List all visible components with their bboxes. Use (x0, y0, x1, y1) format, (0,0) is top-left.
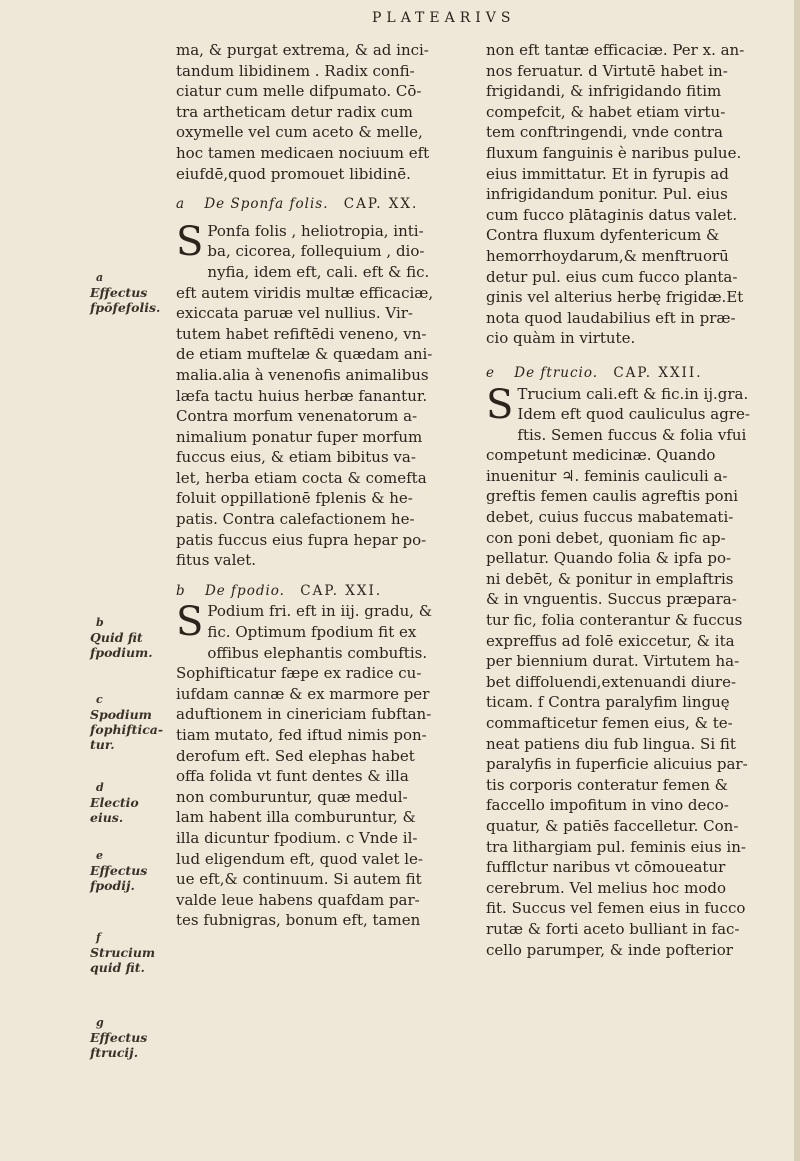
text-line: tis corporis conteratur femen & (486, 775, 729, 794)
text-line: ciatur cum melle difpumato. Cō- (176, 82, 422, 101)
margin-note (90, 692, 180, 752)
text-line: per biennium durat. Virtutem ha- (486, 652, 740, 671)
text-line: nota quod laudabilius eft in præ- (486, 308, 736, 327)
note-line: Quid fit (90, 630, 143, 645)
note-line: Effectus (90, 1030, 148, 1045)
text-line: tandum libidinem . Radix confi- (176, 61, 415, 80)
text-line: patis. Contra calefactionem he- (176, 510, 415, 529)
text-line: nimalium ponatur fuper morfum (176, 427, 423, 446)
text-line: cerebrum. Vel melius hoc modo (486, 878, 726, 897)
text-line: greftis femen caulis agreftis poni (486, 487, 739, 506)
text-line: neat patiens diu fub lingua. Si fit (486, 734, 736, 753)
text-line: rutæ & forti aceto bulliant in fac- (486, 919, 740, 938)
text-line: tiam mutato, fed iftud nimis pon- (176, 726, 427, 744)
heading-note-letter: b (176, 582, 186, 599)
note-letter: d (96, 781, 104, 794)
note-letter: e (96, 849, 103, 862)
text-line: ticam. f Contra paralyfim linguę (486, 693, 730, 712)
text-line: con poni debet, quoniam fic ap- (486, 528, 726, 547)
text-line: cio quàm in virtute. (486, 329, 636, 348)
text-line: frigidandi, & infrigidando fitim (486, 82, 722, 101)
note-line: Electio (90, 795, 139, 810)
text-line: lud eligendum eft, quod valet le- (176, 849, 423, 868)
text-line: Ponfa folis , heliotropia, inti- (207, 221, 424, 240)
text-line: tra artheticam detur radix cum (176, 102, 413, 121)
text-line: Podium fri. eft in iij. gradu, & (207, 602, 433, 621)
text-line: offibus elephantis combuftis. (207, 643, 428, 662)
text-line: competunt medicinæ. Quando (486, 446, 716, 465)
text-line: malia.alia à venenofis animalibus (176, 365, 429, 384)
margin-note (90, 615, 180, 660)
text-line: tur fic, folia conterantur & fuccus (486, 611, 743, 630)
note-letter: g (96, 1016, 104, 1029)
text-line: fufflctur naribus vt cōmoueatur (486, 858, 726, 877)
text-line: exiccata paruæ vel nullius. Vir- (176, 304, 413, 323)
text-line: tes fubnigras, bonum eft, tamen (176, 911, 421, 930)
text-line: nos feruatur. d Virtutē habet in- (486, 61, 728, 80)
margin-note (90, 848, 180, 893)
text-line: let, herba etiam cocta & comefta (176, 468, 427, 487)
text-line: hemorrhoydarum,& menftruorū (486, 246, 729, 265)
page-edge (794, 0, 800, 1161)
text-line: eft autem viridis multæ efficaciæ, (176, 283, 434, 302)
note-line: ftrucij. (90, 1045, 139, 1060)
note-line: Strucium (90, 945, 156, 960)
text-line: inuenitur ♃. feminis cauliculi a- (486, 466, 728, 485)
text-line: compefcit, & habet etiam virtu- (486, 102, 726, 121)
text-line: tem conftringendi, vnde contra (486, 123, 723, 142)
text-line: commafticetur femen eius, & te- (486, 714, 733, 732)
text-line: paralyfis in fuperficie alicuius par- (486, 755, 748, 774)
right-para-2 (486, 381, 786, 961)
text-line: ftis. Semen fuccus & folia vfui (517, 425, 747, 444)
text-line: tra lithargiam pul. feminis eius in- (486, 837, 746, 856)
note-letter: c (96, 693, 103, 706)
text-line: ni debēt, & ponitur in emplaftris (486, 569, 734, 588)
left-para-3 (176, 601, 466, 931)
heading-chapter: CAP. XXII. (613, 364, 703, 381)
margin-note (90, 270, 180, 315)
text-line: faccello impofitum in vino deco- (486, 796, 729, 815)
right-column (486, 40, 786, 960)
note-line: fpōfefolis. (90, 300, 161, 315)
chapter-heading-xx (176, 194, 466, 215)
text-line: fuccus eius, & etiam bibitus va- (176, 448, 416, 467)
text-line: iufdam cannæ & ex marmore per (176, 684, 430, 703)
text-line: valde leue habens quafdam par- (176, 890, 420, 909)
margin-note (90, 930, 180, 975)
text-line: ue eft,& continuum. Si autem fit (176, 870, 422, 889)
text-line: fit. Succus vel femen eius in fucco (486, 899, 746, 918)
drop-initial: S (486, 381, 514, 428)
text-line: fitus valet. (176, 551, 257, 570)
text-line: fluxum fanguinis è naribus pulue. (486, 143, 742, 162)
text-line: Idem eft quod cauliculus agre- (517, 405, 750, 424)
text-line: eiufdē,quod promouet libidinē. (176, 164, 411, 183)
text-line: patis fuccus eius fupra hepar po- (176, 530, 427, 549)
heading-title: De ftrucio. (514, 364, 599, 381)
chapter-heading-xxii (486, 363, 786, 384)
text-line: lam habent illa comburuntur, & (176, 808, 416, 827)
drop-initial: S (176, 599, 204, 646)
text-line: ma, & purgat extrema, & ad inci- (176, 41, 429, 59)
text-line: Trucium cali.eft & fic.in ij.gra. (517, 384, 749, 403)
drop-initial: S (176, 218, 204, 265)
text-line: debet, cuius fuccus mabatemati- (486, 508, 734, 527)
note-letter: f (96, 931, 101, 944)
text-line: pellatur. Quando folia & ipfa po- (486, 549, 732, 568)
text-line: tutem habet refiftēdi veneno, vn- (176, 324, 427, 343)
text-line: hoc tamen medicaen nociuum eft (176, 143, 430, 162)
note-line: fpodium. (90, 645, 153, 660)
text-line: expreffus ad folē exiccetur, & ita (486, 631, 735, 650)
text-line: non eft tantæ efficaciæ. Per x. an- (486, 41, 745, 59)
left-para-2 (176, 218, 466, 571)
text-line: non comburuntur, quæ medul- (176, 787, 408, 806)
left-para-1 (176, 40, 466, 184)
chapter-heading-xxi (176, 581, 466, 602)
note-letter: b (96, 616, 104, 629)
text-line: nyfia, idem eft, cali. eft & fic. (207, 262, 430, 281)
heading-chapter: CAP. XXI. (300, 582, 383, 599)
text-line: Contra fluxum dyfentericum & (486, 226, 720, 245)
note-line: fpodij. (90, 878, 135, 893)
text-line: ginis vel alterius herbę frigidæ.Et (486, 288, 744, 307)
text-line: infrigidandum ponitur. Pul. eius (486, 185, 728, 204)
text-line: ba, cicorea, follequium , dio- (207, 242, 425, 261)
text-line: bet diffoluendi,extenuandi diure- (486, 672, 737, 691)
text-line: eius immittatur. Et in fyrupis ad (486, 164, 729, 183)
text-line: cello parumper, & inde pofterior (486, 940, 733, 959)
heading-chapter: CAP. XX. (343, 196, 419, 213)
text-line: offa folida vt funt dentes & illa (176, 767, 409, 786)
note-line: Effectus (90, 863, 148, 878)
margin-note (90, 780, 180, 825)
note-line: tur. (90, 737, 115, 752)
text-line: aduftionem in cinericiam fubftan- (176, 705, 432, 724)
text-line: cum fucco plātaginis datus valet. (486, 205, 738, 224)
note-line: fophiftica- (90, 722, 164, 737)
right-para-1 (486, 40, 786, 349)
text-line: de etiam muftelæ & quædam ani- (176, 345, 433, 364)
text-line: derofum eft. Sed elephas habet (176, 746, 415, 765)
text-line: foluit oppillationē fplenis & he- (176, 489, 413, 508)
text-line: fic. Optimum fpodium fit ex (207, 623, 417, 642)
text-line: oxymelle vel cum aceto & melle, (176, 123, 423, 142)
running-head: PLATEARIVS (372, 10, 516, 26)
left-column (176, 40, 466, 931)
heading-note-letter: a (176, 196, 186, 213)
text-line: quatur, & patiēs faccelletur. Con- (486, 816, 739, 835)
text-line: Sophifticatur fæpe ex radice cu- (176, 664, 422, 683)
text-line: & in vnguentis. Succus præpara- (486, 590, 737, 609)
note-line: Spodium (90, 707, 152, 722)
heading-note-letter: e (486, 364, 495, 381)
text-line: læfa tactu huius herbæ fanantur. (176, 386, 428, 405)
text-line: illa dicuntur fpodium. c Vnde il- (176, 828, 418, 847)
note-line: eius. (90, 810, 124, 825)
note-line: quid fit. (90, 960, 145, 975)
text-line: Contra morfum venenatorum a- (176, 407, 418, 426)
heading-title: De Sponfa folis. (204, 196, 329, 213)
note-letter: a (96, 271, 104, 284)
heading-title: De fpodio. (204, 582, 285, 599)
note-line: Effectus (90, 285, 148, 300)
margin-note (90, 1015, 180, 1060)
text-line: detur pul. eius cum fucco planta- (486, 267, 738, 286)
